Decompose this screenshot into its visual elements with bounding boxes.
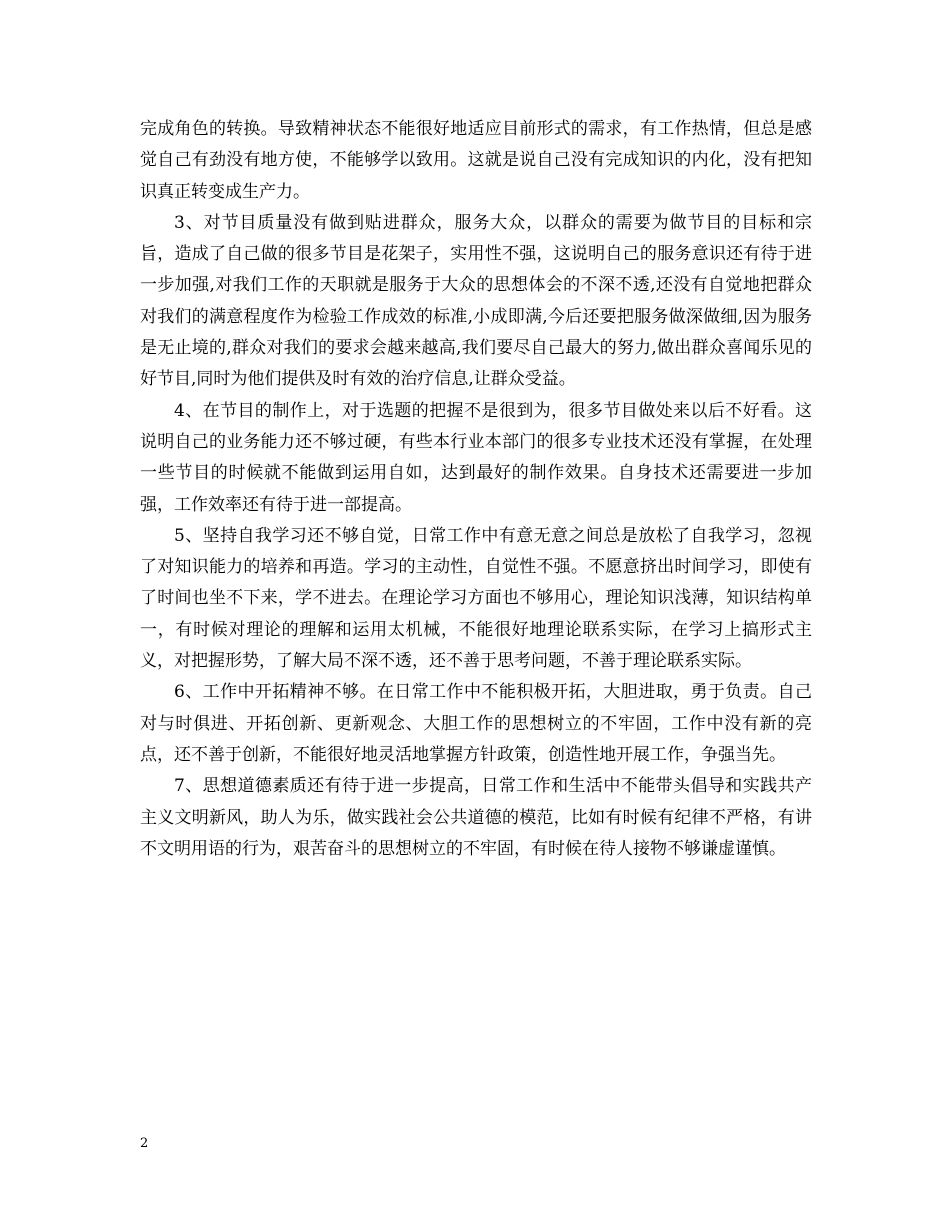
paragraph-item-6: 6、工作中开拓精神不够。在日常工作中不能积极开拓，大胆进取，勇于负责。自己对与时俱进、开拓创新、更新观念、大胆工作的思想树立的不牢固，工作中没有新的亮点，还不善于创新，不能很好地灵活地掌握方针政策，创造性地开展工作，争强当先。 xyxy=(140,682,812,765)
paragraph-item-4: 4、在节目的制作上，对于选题的把握不是很到为，很多节目做处来以后不好看。这说明自己的业务能力还不够过硬，有些本行业本部门的很多专业技术还没有掌握，在处理一些节目的时候就不能做到运用自如，达到最好的制作效果。自身技术还需要进一步加强，工作效率还有待于进一部提高。 xyxy=(140,400,812,515)
page-number: 2 xyxy=(140,1136,149,1151)
paragraph-continuation: 完成角色的转换。导致精神状态不能很好地适应目前形式的需求，有工作热情，但总是感觉自己有劲没有地方使，不能够学以致用。这就是说自己没有完成知识的内化，没有把知识真正转变成生产力。 xyxy=(140,119,812,202)
paragraph-item-3: 3、对节目质量没有做到贴进群众，服务大众，以群众的需要为做节目的目标和宗旨，造成了自己做的很多节目是花架子，实用性不强，这说明自己的服务意识还有待于进一步加强,对我们工作的天职就是服务于大众的思想体会的不深不透,还没有自觉地把群众对我们的满意程度作为检验工作成效的标准,小成即满,今后还要把服务做深做细,因为服务是无止境的,群众对我们的要求会越来越高,我们要尽自己最大的努力,做出群众喜闻乐见的好节目,同时为他们提供及时有效的治疗信息,让群众受益。 xyxy=(140,212,812,390)
paragraph-item-5: 5、坚持自我学习还不够自觉，日常工作中有意无意之间总是放松了自我学习，忽视了对知识能力的培养和再造。学习的主动性，自觉性不强。不愿意挤出时间学习，即使有了时间也坐不下来，学不进去。在理论学习方面也不够用心，理论知识浅薄，知识结构单一，有时候对理论的理解和运用太机械，不能很好地理论联系实际，在学习上搞形式主义，对把握形势，了解大局不深不透，还不善于思考问题，不善于理论联系实际。 xyxy=(140,525,812,672)
document-body xyxy=(140,114,812,865)
paragraph-item-7: 7、思想道德素质还有待于进一步提高，日常工作和生活中不能带头倡导和实践共产主义文明新风，助人为乐，做实践社会公共道德的模范，比如有时候有纪律不严格，有讲不文明用语的行为，艰苦奋斗的思想树立的不牢固，有时候在待人接物不够谦虚谨慎。 xyxy=(140,776,812,859)
